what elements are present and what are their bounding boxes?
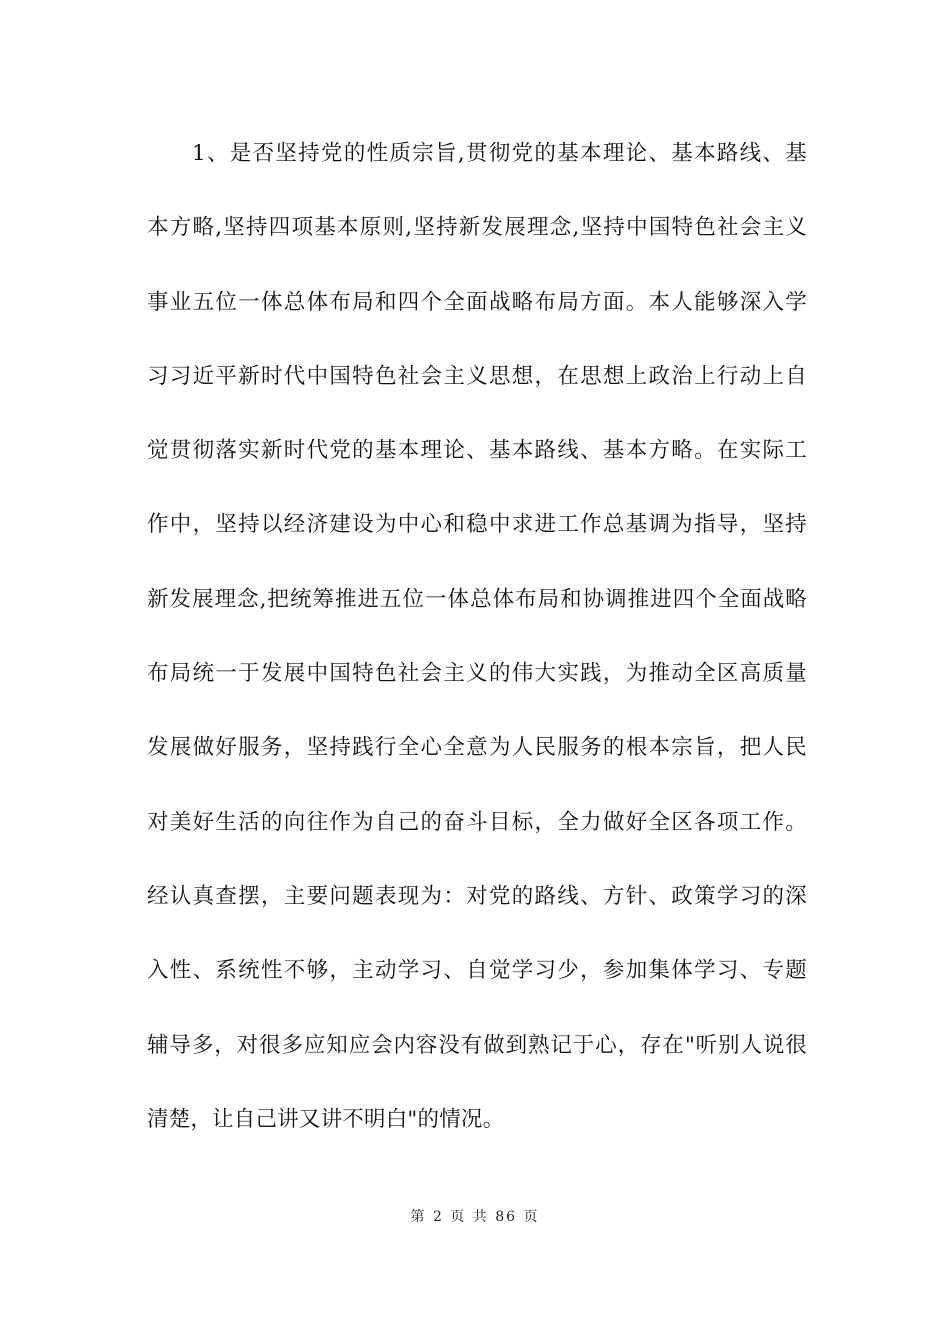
text-line: 习习近平新时代中国特色社会主义思想，在思想上政治上行动上自: [147, 363, 807, 389]
text-line: 新发展理念,把统筹推进五位一体总体布局和协调推进四个全面战略: [147, 586, 807, 612]
text-line: 觉贯彻落实新时代党的基本理论、基本路线、基本方略。在实际工: [147, 438, 807, 464]
page-number-footer: 第 2 页 共 86 页: [410, 1209, 540, 1225]
text-line: 对美好生活的向往作为自己的奋斗目标，全力做好全区各项工作。: [147, 809, 807, 835]
text-line: 事业五位一体总体布局和四个全面战略布局方面。本人能够深入学: [147, 289, 807, 315]
text-line: 本方略,坚持四项基本原则,坚持新发展理念,坚持中国特色社会主义: [147, 215, 807, 241]
text-line: 作中，坚持以经济建设为中心和稳中求进工作总基调为指导，坚持: [147, 512, 807, 538]
body-text: [147, 130, 807, 1170]
text-line: 清楚，让自己讲又讲不明白"的情况。: [147, 1106, 505, 1132]
text-line: 布局统一于发展中国特色社会主义的伟大实践，为推动全区高质量: [147, 661, 807, 687]
text-line: 发展做好服务，坚持践行全心全意为人民服务的根本宗旨，把人民: [147, 735, 807, 761]
text-line: 1、是否坚持党的性质宗旨,贯彻党的基本理论、基本路线、基: [192, 141, 807, 166]
text-line: 经认真查摆，主要问题表现为：对党的路线、方针、政策学习的深: [147, 883, 807, 909]
text-line: 入性、系统性不够，主动学习、自觉学习少，参加集体学习、专题: [147, 958, 807, 984]
text-line: 辅导多，对很多应知应会内容没有做到熟记于心，存在"听别人说很: [147, 1032, 807, 1058]
